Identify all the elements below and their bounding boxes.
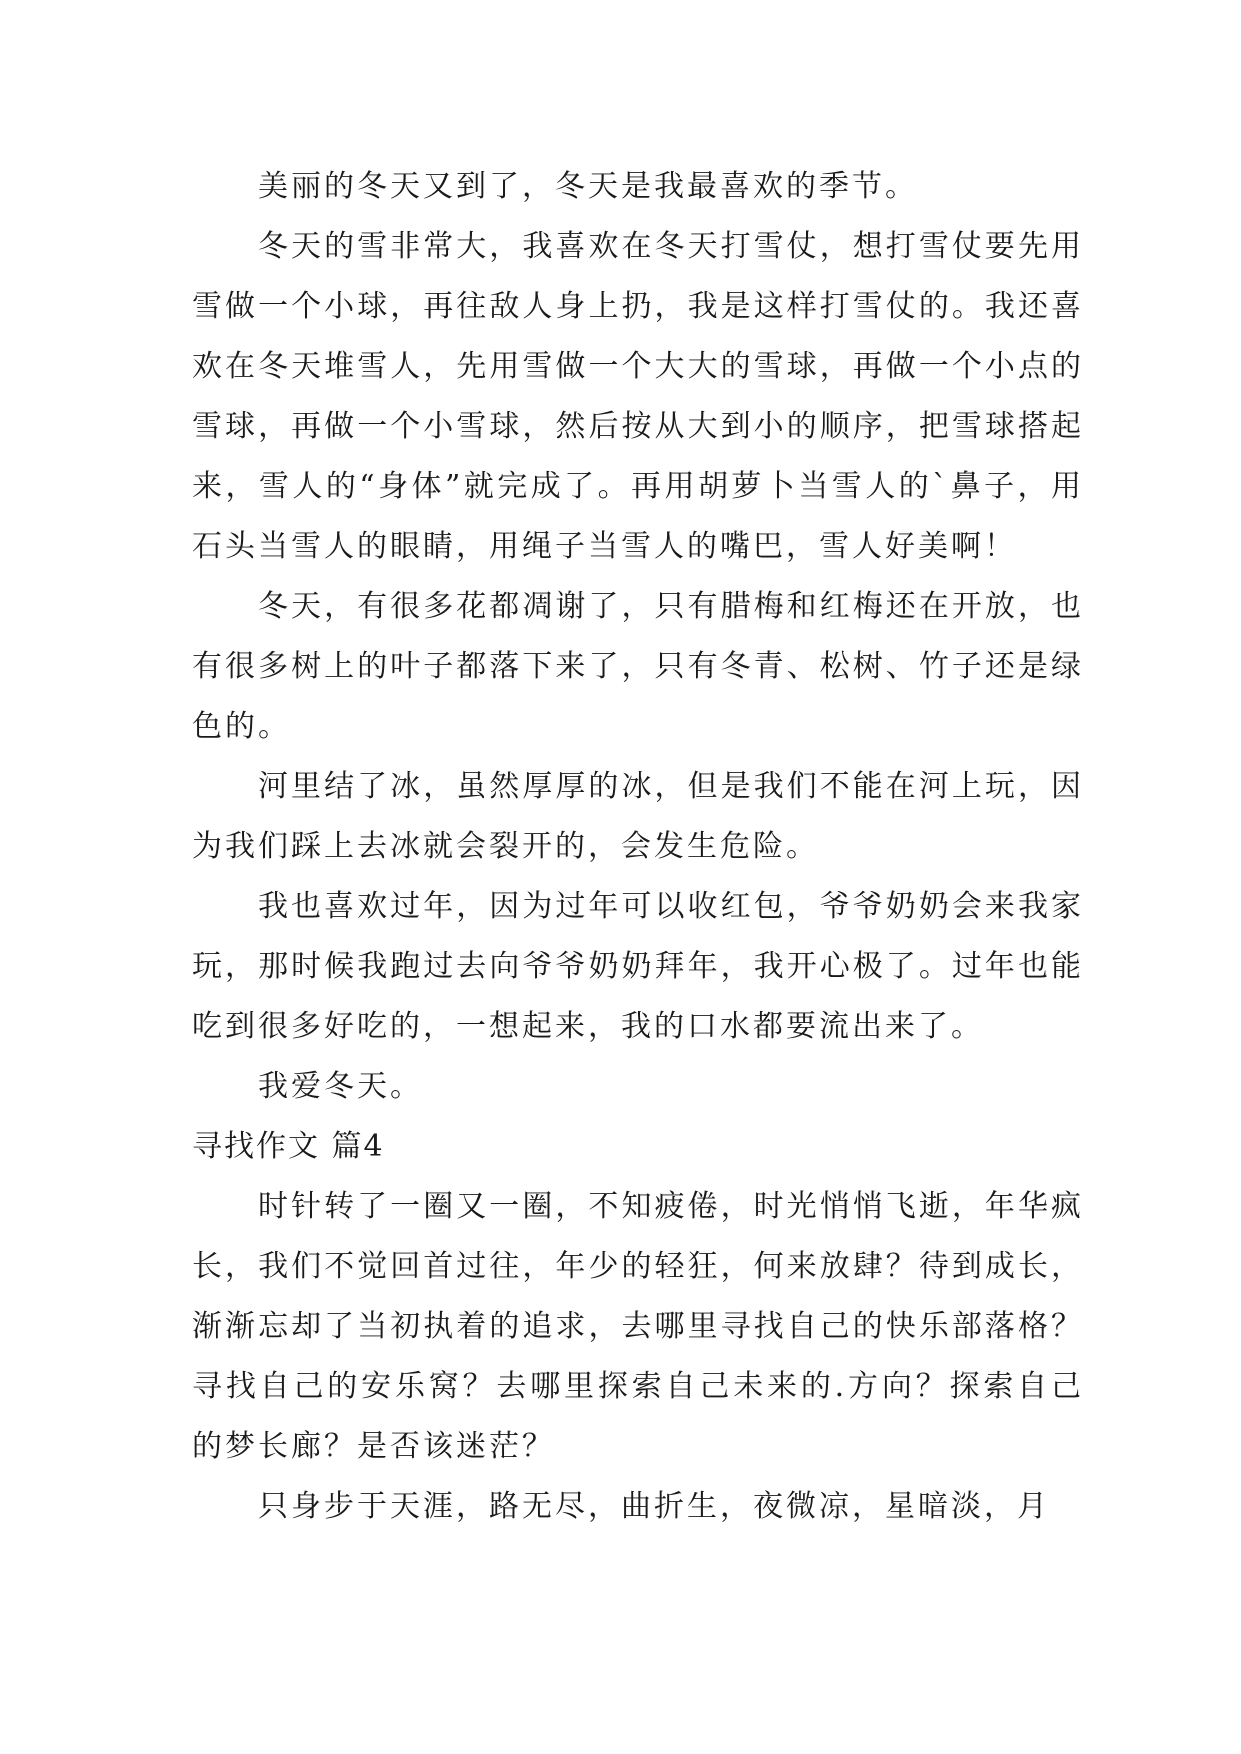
paragraph: 冬天的雪非常大，我喜欢在冬天打雪仗，想打雪仗要先用雪做一个小球，再往敌人身上扔，我是这样打雪仗的。我还喜欢在冬天堆雪人，先用雪做一个大大的雪球，再做一个小点的雪球，再做一个小雪球，然后按从大到小的顺序，把雪球搭起来，雪人的“身体”就完成了。再用胡萝卜当雪人的`鼻子，用石头当雪人的眼睛，用绳子当雪人的嘴巴，雪人好美啊！ (192, 229, 1084, 564)
paragraph: 河里结了冰，虽然厚厚的冰，但是我们不能在河上玩，因为我们踩上去冰就会裂开的，会发生危险。 (192, 769, 1084, 864)
paragraph: 冬天，有很多花都凋谢了，只有腊梅和红梅还在开放，也有很多树上的叶子都落下来了，只有冬青、松树、竹子还是绿色的。 (192, 589, 1084, 744)
paragraph: 只身步于天涯，路无尽，曲折生，夜微凉，星暗淡，月 (258, 1489, 1050, 1524)
paragraph: 美丽的冬天又到了，冬天是我最喜欢的季节。 (258, 169, 918, 204)
paragraph: 时针转了一圈又一圈，不知疲倦，时光悄悄飞逝，年华疯长，我们不觉回首过往，年少的轻狂，何来放肆？待到成长，渐渐忘却了当初执着的追求，去哪里寻找自己的快乐部落格？寻找自己的安乐窝？去哪里探索自己未来的.方向？探索自己的梦长廊？是否该迷茫？ (192, 1189, 1084, 1464)
section-heading: 寻找作文 篇4 (192, 1129, 385, 1164)
paragraph: 我爱冬天。 (258, 1069, 423, 1104)
paragraph: 我也喜欢过年，因为过年可以收红包，爷爷奶奶会来我家玩，那时候我跑过去向爷爷奶奶拜年，我开心极了。过年也能吃到很多好吃的，一想起来，我的口水都要流出来了。 (192, 889, 1084, 1044)
document-body (192, 157, 1084, 1537)
